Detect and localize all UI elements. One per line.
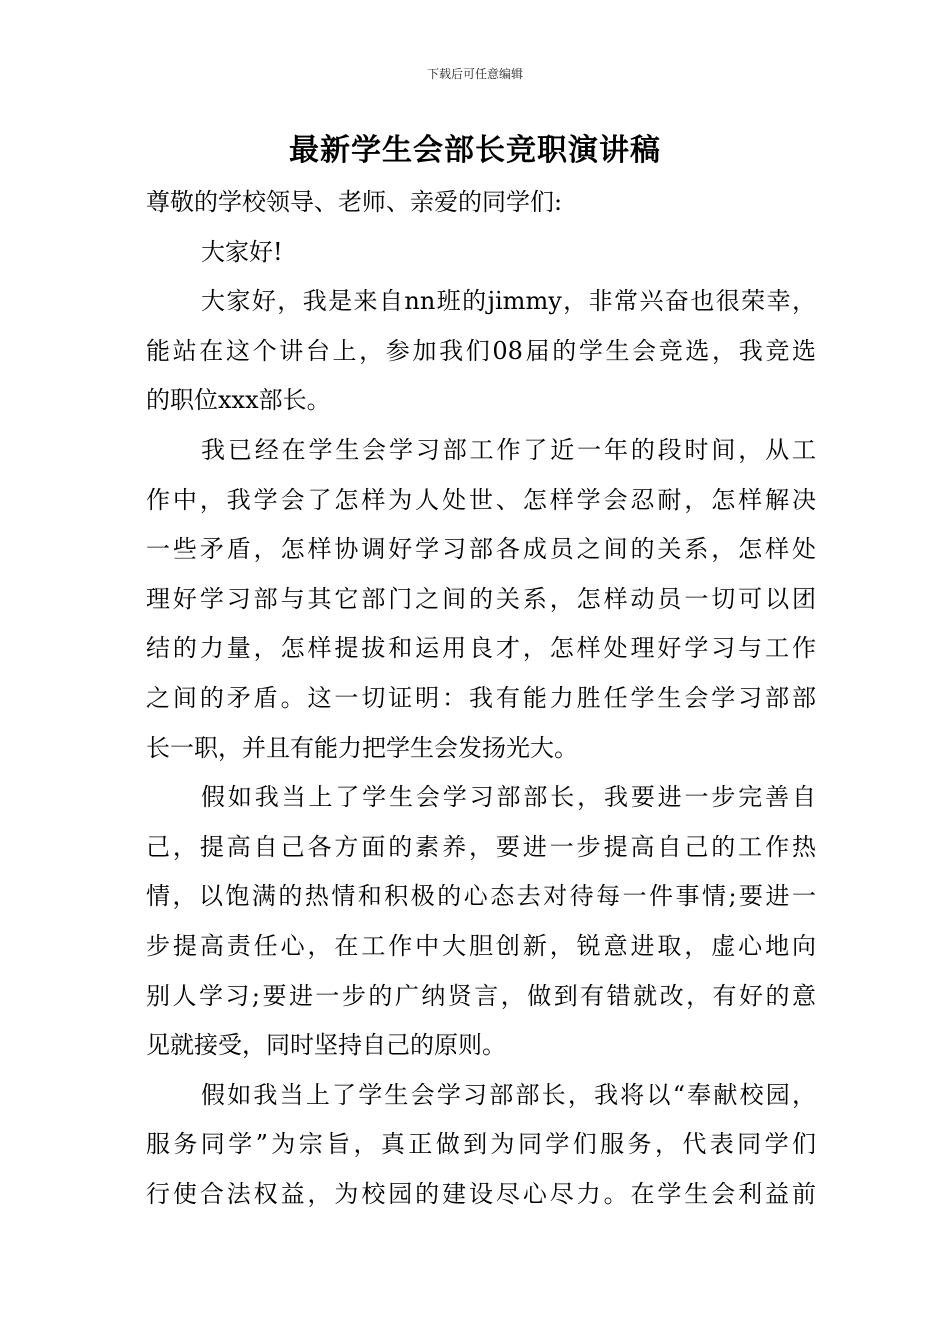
paragraph-4-line-1: 假如我当上了学生会学习部部长，我将以“奉献校园， [201, 1080, 816, 1109]
header-note: 下载后可任意编辑 [426, 67, 523, 81]
document-title: 最新学生会部长竞职演讲稿 [289, 133, 661, 168]
paragraph-2-line-2: 作中，我学会了怎样为人处世、怎样学会忍耐，怎样解决 [146, 485, 816, 514]
paragraph-4-line-2: 服务同学”为宗旨，真正做到为同学们服务，代表同学们 [146, 1130, 816, 1159]
salutation-line: 尊敬的学校领导、老师、亲爱的同学们: [146, 188, 563, 216]
paragraph-3-line-3: 情，以饱满的热情和积极的心态去对待每一件事情;要进一 [146, 882, 816, 911]
paragraph-2-line-5: 结的力量，怎样提拔和运用良才，怎样处理好学习与工作 [146, 634, 816, 663]
paragraph-3-line-6: 见就接受，同时坚持自己的原则。 [146, 1031, 506, 1060]
paragraph-2-line-7: 长一职，并且有能力把学生会发扬光大。 [146, 733, 578, 762]
paragraph-3-line-5: 别人学习;要进一步的广纳贤言，做到有错就改，有好的意 [146, 981, 816, 1010]
paragraph-1-line-2: 能站在这个讲台上，参加我们08届的学生会竞选，我竞选 [146, 336, 816, 365]
speech-body [146, 178, 816, 1219]
paragraph-3-line-1: 假如我当上了学生会学习部部长，我要进一步完善自 [201, 783, 816, 812]
paragraph-3-line-4: 步提高责任心，在工作中大胆创新，锐意进取，虚心地向 [146, 931, 816, 960]
paragraph-2-line-3: 一些矛盾，怎样协调好学习部各成员之间的关系，怎样处 [146, 535, 816, 564]
paragraph-2-line-4: 理好学习部与其它部门之间的关系，怎样动员一切可以团 [146, 584, 816, 613]
paragraph-2-line-6: 之间的矛盾。这一切证明：我有能力胜任学生会学习部部 [146, 683, 816, 712]
paragraph-1-line-3: 的职位xxx部长。 [146, 386, 331, 415]
paragraph-2-line-1: 我已经在学生会学习部工作了近一年的段时间，从工 [201, 435, 816, 464]
paragraph-1-line-1: 大家好，我是来自nn班的jimmy，非常兴奋也很荣幸， [201, 287, 816, 316]
paragraph-3-line-2: 己，提高自己各方面的素养，要进一步提高自己的工作热 [146, 832, 816, 861]
greeting-line: 大家好! [201, 237, 283, 266]
paragraph-4-line-3: 行使合法权益，为校园的建设尽心尽力。在学生会利益前 [146, 1179, 816, 1208]
